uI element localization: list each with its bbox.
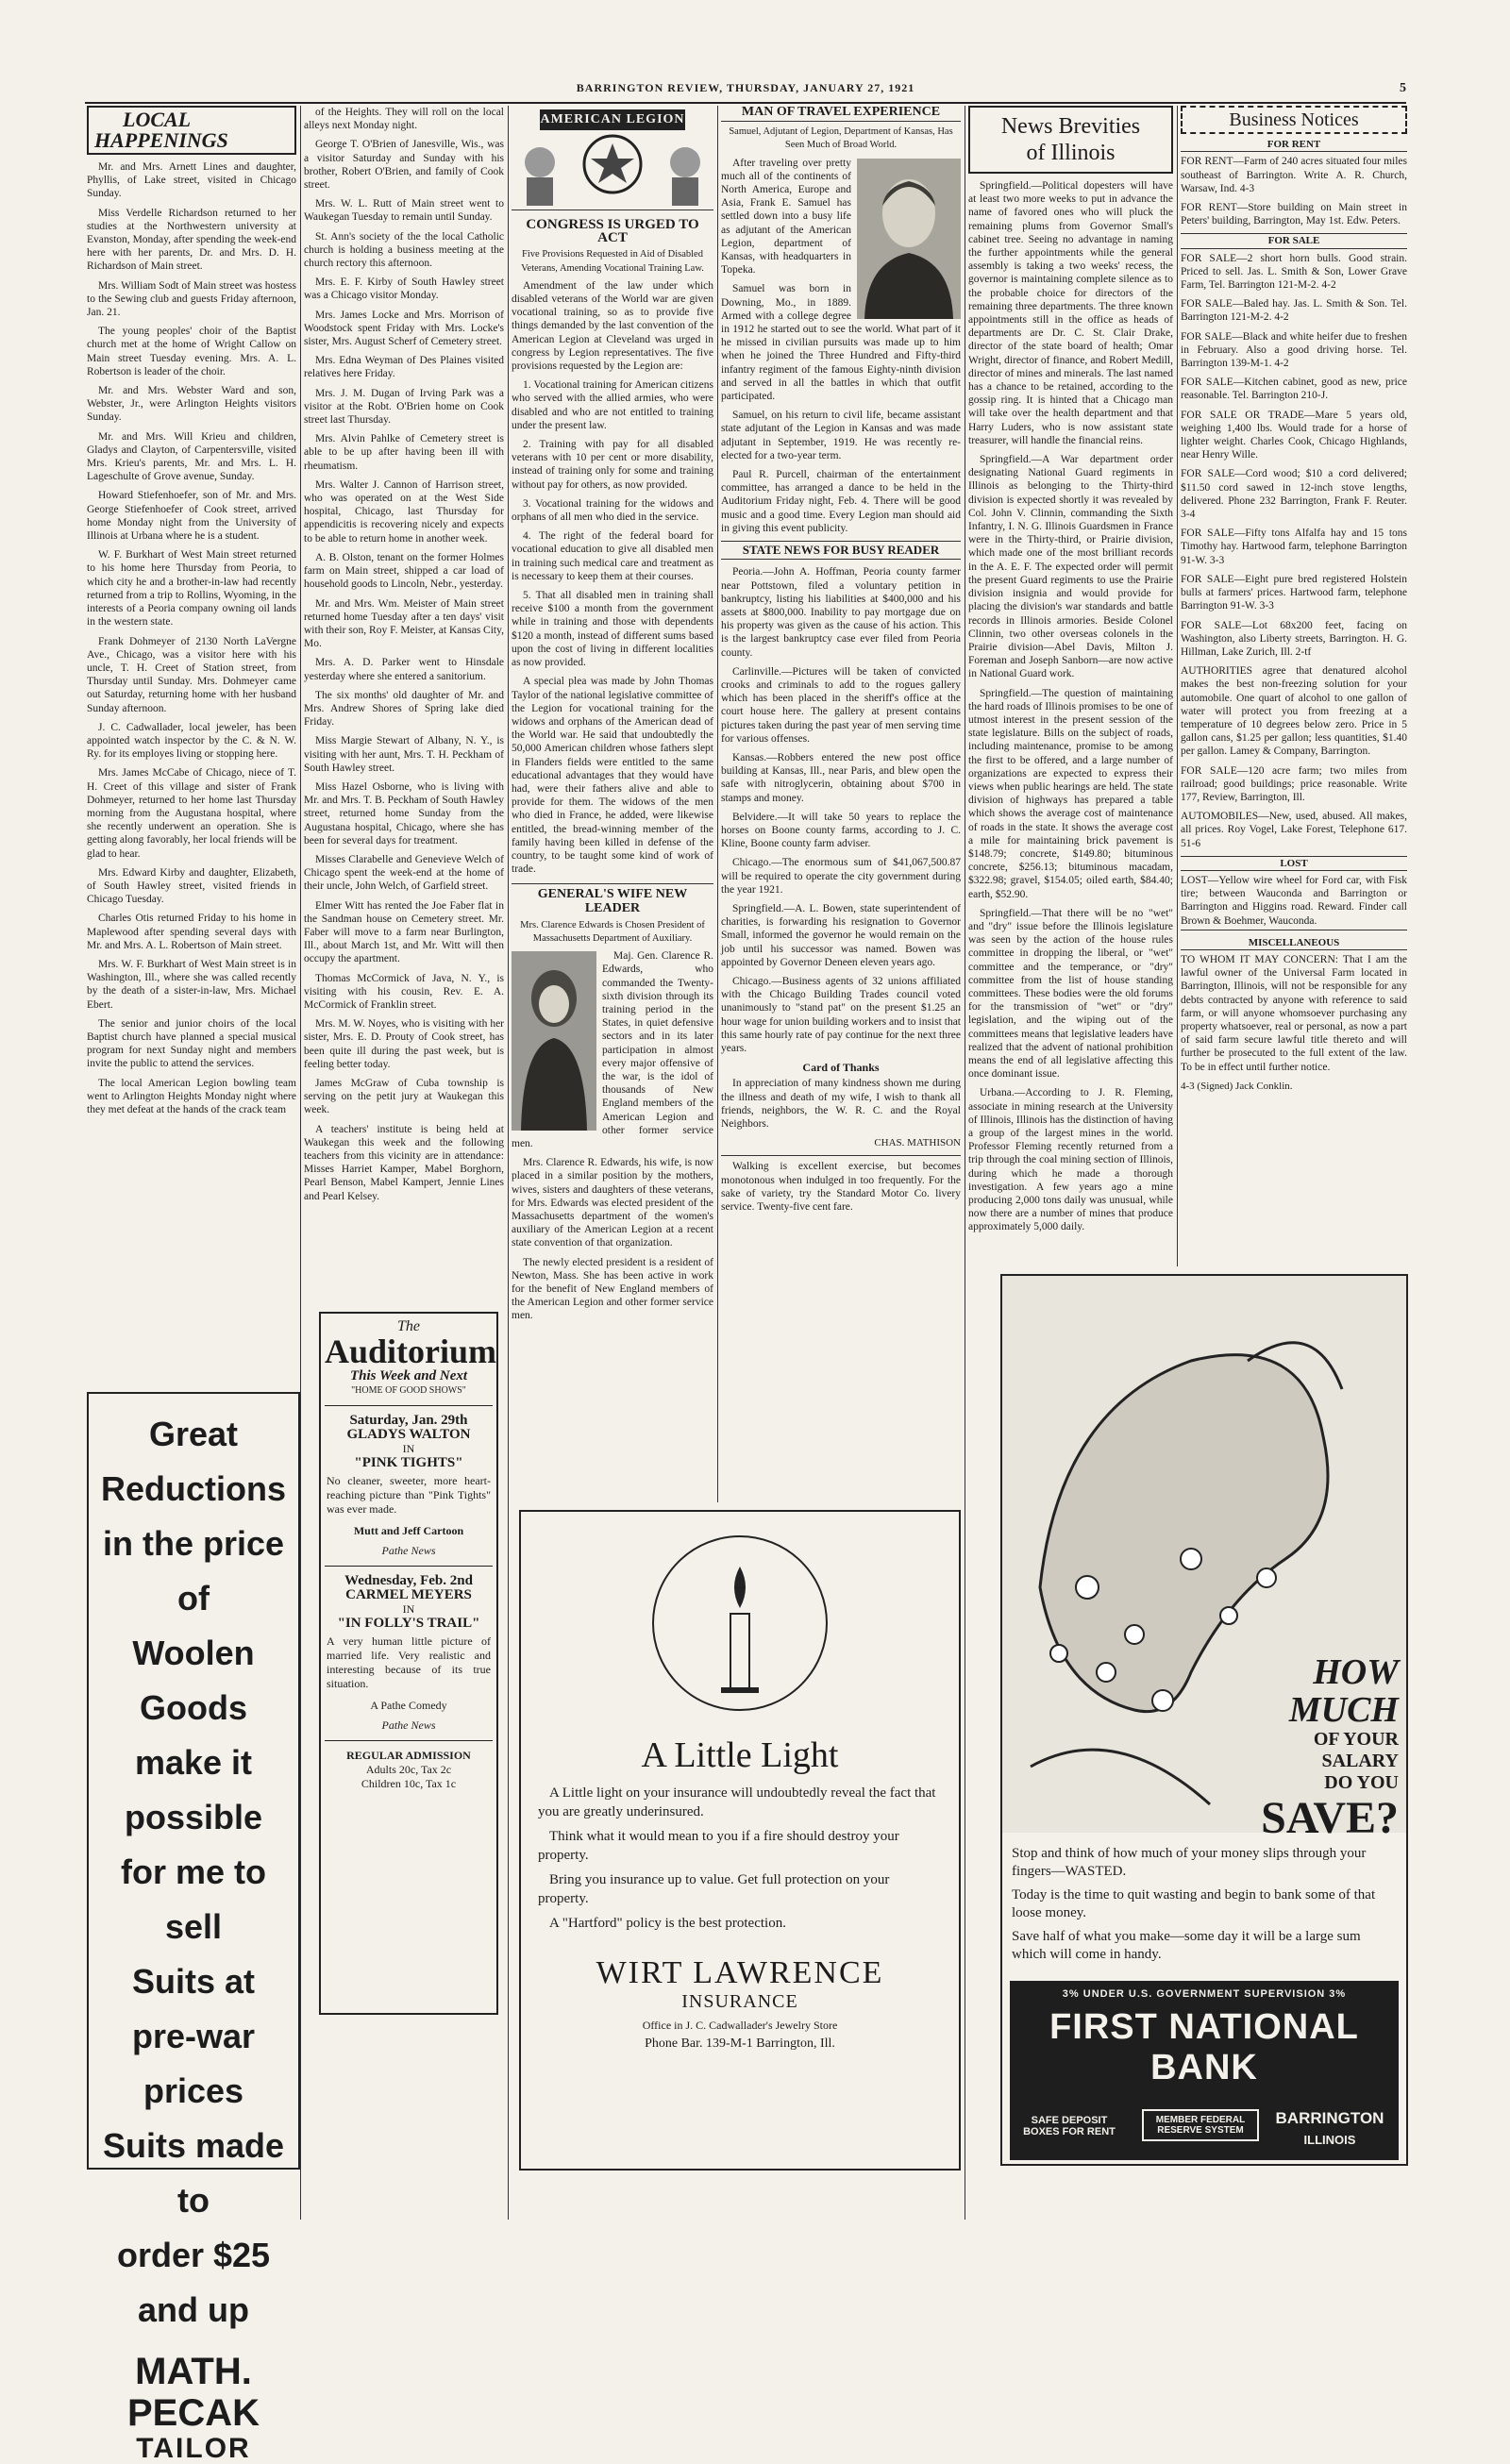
local-item: Mrs. William Sodt of Main street was hostess to the Sewing club and guests Friday afternoon, Jan. 21. <box>87 279 296 319</box>
insurance-p4: A "Hartford" policy is the best protection. <box>549 1916 786 1931</box>
travel-deck: Samuel, Adjutant of Legion, Department of Kansas, Has Seen Much of Broad World. <box>729 126 953 151</box>
travel-paragraph: Samuel, on his return to civil life, became assistant state adjutant of the Legion in Kansas and was made adjutant in September, 1919. He was recently re-elected for a two-year term. <box>721 410 961 461</box>
tailor-trade: TAILOR <box>136 2433 251 2464</box>
state-news-heading: STATE NEWS FOR BUSY READER <box>721 541 961 560</box>
card-of-thanks-signature: CHAS. MATHISON <box>874 1137 961 1149</box>
insurance-p3: Bring you insurance up to value. Get full protection on your property. <box>538 1872 890 1906</box>
lost-heading: LOST <box>1181 856 1407 871</box>
local-item: Mr. and Mrs. Webster Ward and son, Webster, Jr., were Arlington Heights visitors Sunday. <box>87 385 296 424</box>
legion-paragraph: 2. Training with pay for all disabled veterans with 10 per cent or more disability, instead of training only for some and training without pay for others, as now provided. <box>512 439 713 491</box>
classified-ad: FOR SALE OR TRADE—Mare 5 years old, weighing 1,400 lbs. Would trade for a horse of lighter weight. Charles Cook, Chicago Highlands, near Henry Wille. <box>1181 409 1407 461</box>
general-wife-paragraph: Maj. Gen. Clarence R. Edwards, who commanded the Twenty-sixth division through its training period in the States, in quiet defensive sectors and in its later participation in almost every major offensive of the war, is the idol of thousands of New England members of the American Legion and other former service men. <box>512 950 713 1149</box>
admission-children: Children 10c, Tax 1c <box>361 1777 457 1790</box>
show2-date: Wednesday, Feb. 2nd <box>344 1573 473 1588</box>
classified-ad: FOR SALE—Cord wood; $10 a cord delivered; $11.50 cord sawed in 12-inch stove lengths, delivered. Phone 232 Barrington, Frank F. Reuter. 3-4 <box>1181 468 1407 521</box>
local-item: Mrs. E. F. Kirby of South Hawley street was a Chicago visitor Monday. <box>304 277 504 302</box>
column-rule <box>717 106 718 1502</box>
local-item: Mr. and Mrs. Arnett Lines and daughter, Phyllis, of Lake street, visited in Chicago Sunday. <box>87 161 296 200</box>
show2-blurb: A very human little picture of married life. Very realistic and interesting because of its true situation. <box>327 1634 491 1690</box>
tailor-ad-line: make it possible <box>124 1743 263 1836</box>
brevity-item: Springfield.—The question of maintaining the hard roads of Illinois promises to be one of utmost interest in the present session of the state legislature. Bills on the subject of roads, including maintenance, promise to be among the first to be offered, and a large number of organizations are expected to express their views when public hearings are held. The state division of highways has prepared a table which shows the average cost of maintenance of roads in the state. It shows the average cost a mile for maintaining brick pavement is $148.79; concrete, $149.80; bituminous concrete, $256.13; bituminous macadam, $322.98; gravel, $154.05; oiled earth, $84.40; earth, $52.90. <box>968 687 1173 900</box>
bank-p3: Save half of what you make—some day it will be a large sum which will come in handy. <box>1012 1929 1361 1962</box>
bank-save: SAVE? <box>1261 1793 1399 1843</box>
brevities-paras <box>968 179 1173 1234</box>
column-rule <box>508 106 509 2220</box>
local-item: Miss Margie Stewart of Albany, N. Y., is visiting with her aunt, Mrs. T. H. Peckham of South Hawley street. <box>304 735 504 774</box>
show1-blurb: No cleaner, sweeter, more heart-reaching picture than "Pink Tights" was ever made. <box>327 1474 491 1516</box>
local-item: Thomas McCormick of Java, N. Y., is visiting with his cousin, Rev. E. A. McCormick of Franklin street. <box>304 972 504 1011</box>
insurance-agent-name: WIRT LAWRENCE <box>596 1955 884 1990</box>
bank-how-much: HOW MUCH <box>1288 1652 1399 1730</box>
tailor-ad-line: Great Reductions <box>100 1415 286 1508</box>
classified-ad: AUTOMOBILES—New, used, abused. All makes, all prices. Roy Vogel, Lake Forest, Telephone 617. 51-6 <box>1181 811 1407 849</box>
second-column <box>304 106 504 1295</box>
lost-ad: LOST—Yellow wire wheel for Ford car, with Fisk tire; between Wauconda and Barrington or Barrington and Higgins road. Reward. Finder call Brown & Boehmer, Wauconda. <box>1181 874 1407 930</box>
brevities-heading-line2: of Illinois <box>1026 141 1116 165</box>
auditorium-motto: "HOME OF GOOD SHOWS" <box>351 1385 466 1396</box>
brevity-item: Springfield.—A War department order designating National Guard regiments in Illinois as belonging to the Thirty-third division is expected shortly it was revealed by Col. John V. Clinnin, commanding the Sixth Infantry, I. N. G. Illinois Guardsmen in France were in the Thirty-third, or Prairie division, which made one of the most brilliant records in the A. E. F. The expected order will permit the present Guard regiments to use the Prairie division insignia and would provide for placing the division's war standards and battle records in Illinois armories. Beside Colonel Clinnin, two other overseas colonels in the Prairie division—Abel Davis, Milton J. Foreman and Joseph Sanborn—are now active in National Guard work. <box>968 454 1173 680</box>
business-column <box>1181 106 1407 1266</box>
legion-paragraph: 4. The right of the federal board for vocational education to give all disabled men in training such medical care and treatment as is necessary to keep them at their courses. <box>512 530 713 582</box>
insurance-line: INSURANCE <box>681 1991 798 2012</box>
legion-column <box>512 106 713 1322</box>
legion-headline: CONGRESS IS URGED TO ACT <box>526 217 699 246</box>
portrait-silhouette <box>512 951 596 1131</box>
state-news-item: Chicago.—Business agents of 32 unions affiliated with the Chicago Building Trades council voted unanimously to "stand pat" on the present $1.25 an hour wage for union building workers and to insist that this same hourly rate of pay continue for the next three years. <box>721 975 961 1054</box>
legion-paragraph: A special plea was made by John Thomas Taylor of the national legislative committee of the Legion for vocational training for the widows and orphans of the American dead of the World war. He said that undoubtedly the 50,000 American children whose fathers slept in Flanders fields were entitled to the same educational advantages that they would have had, were their fathers alive and able to provide for them. The widows of the men who died in France, he added, were likewise entitled, the bread-winning member of the family having been killed in defense of the country, to be taught some kind of work of trade. <box>512 676 713 876</box>
general-wife-headline: GENERAL'S WIFE NEW LEADER <box>512 883 713 914</box>
state-news-item: Peoria.—John A. Hoffman, Peoria county farmer near Pottstown, filed a voluntary petition in bankruptcy, listing his liabilities at $400,000 and his assets at $800,000. Inability to pay mortgage due on his property was given as the cause of his action. This is the largest bankruptcy case ever filed from Peoria county. <box>721 566 961 659</box>
local-item: Mrs. Walter J. Cannon of Harrison street, who was operated on at the West Side hospital, Chicago, last Thursday for appendicitis is recovering nicely and expects to be able to return home in another week. <box>304 478 504 545</box>
brevity-item: Springfield.—That there will be no "wet" and "dry" issue before the Illinois legislature was seen by the action of the house rules committee in dropping the liberal, or "wet" committee and the temperance, or "dry" committee from the list of house standing committees. These bodies were the old forums for the transmission of "wet" or "dry" legislation, and the wiping out of the committees means that legislative leaders have realized that the advent of national prohibition means the end of all legislative affecting this once dominant issue. <box>968 907 1173 1081</box>
general-wife-deck: Mrs. Clarence Edwards is Chosen President of Massachusetts Department of Auxiliary. <box>520 919 705 944</box>
local-item: Howard Stiefenhoefer, son of Mr. and Mrs. George Stiefenhoefer of Cook street, arrived home Monday night from the University of Illinois at Urbana where he is a student. <box>87 490 296 543</box>
bank-safe-deposit: SAFE DEPOSIT BOXES FOR RENT <box>1023 2115 1116 2137</box>
local-item: Frank Dohmeyer of 2130 North LaVergne Ave., Chicago, was a visitor here with his uncle, T. H. Creet of Station street, from Thursday until Sunday. Mrs. Dohmeyer came out Saturday, returning home with her husband Sunday afternoon. <box>87 635 296 714</box>
local-item: Miss Hazel Osborne, who is living with Mr. and Mrs. T. B. Peckham of South Hawley street, returned home Sunday from the Augustana hospital, Chicago, where she has been for several days for treatment. <box>304 780 504 846</box>
local-item: of the Heights. They will roll on the local alleys next Monday night. <box>304 107 504 132</box>
bank-do-you: DO YOU <box>1324 1772 1399 1793</box>
local-item: Mrs. W. L. Rutt of Main street went to Waukegan Tuesday to remain until Sunday. <box>304 198 504 224</box>
local-item: Mr. and Mrs. Wm. Meister of Main street returned home Tuesday after a ten days' visit with their son, Roy F. Meister, at Kansas City, Mo. <box>304 597 504 650</box>
bank-p2: Today is the time to quit wasting and begin to bank some of that loose money. <box>1012 1887 1376 1920</box>
classified-ad: FOR SALE—Fifty tons Alfalfa hay and 15 tons Timothy hay. Hartwood farm, telephone Barrington 91-W. 3-3 <box>1181 528 1407 566</box>
page-number: 5 <box>1400 81 1406 95</box>
local-item: Mrs. J. M. Dugan of Irving Park was a visitor at the Robt. O'Brien home on Cook street last Thursday. <box>304 387 504 427</box>
masthead-title: BARRINGTON REVIEW, THURSDAY, JANUARY 27, 1921 <box>576 81 915 94</box>
for-rent-heading: FOR RENT <box>1181 138 1407 152</box>
travel-paragraph: Samuel was born in Downing, Mo., in 1889. Armed with a college degree in 1912 he started out to see the world. What part of it he missed in civilian pursuits was made up to him when he joined the Three Hundred and Fifty-third infantry regiment of the famous Eighty-ninth division and served in all the battles in which that outfit participated. <box>721 283 961 403</box>
tailor-ad-line: order $25 and up <box>116 2236 271 2329</box>
travel-paragraph: After traveling over pretty much all of the continents of North America, Europe and Asia, Frank E. Samuel has settled down into a busy life as adjutant of the American Legion, department of Kansas, with headquarters in Topeka. <box>721 157 851 277</box>
column-rule <box>1177 106 1178 1266</box>
local-item: Mrs. Edna Weyman of Des Plaines visited relatives here Friday. <box>304 355 504 380</box>
tailor-ad-line: Suits at <box>131 1962 256 2001</box>
show2-in: IN <box>402 1602 415 1616</box>
card-of-thanks-heading: Card of Thanks <box>802 1061 880 1075</box>
bank-ribbon: 3% UNDER U.S. GOVERNMENT SUPERVISION 3% <box>1062 1988 1347 2000</box>
classified-ad: FOR SALE—Kitchen cabinet, good as new, price reasonable. Tel. Barrington 210-J. <box>1181 377 1407 402</box>
bank-federal-reserve: MEMBER FEDERAL RESERVE SYSTEM <box>1142 2109 1259 2141</box>
legion-banner <box>512 106 713 210</box>
brevity-item: Urbana.—According to J. R. Fleming, associate in mining research at the University of Illinois, Illinois has the distinction of having a group of the largest mines in the world. Professor Fleming recently returned from a trip through the coal mining section of Illinois, during which he made a thorough investigation. A few years ago a mine producing 2,000 tons daily was unusual, while now there are a number of mines that produce approximately 5,000 daily. <box>968 1087 1173 1233</box>
local-item: J. C. Cadwallader, local jeweler, has been appointed watch inspector by the C. & N. W. Ry. for its employes living or stopping here. <box>87 721 296 761</box>
bank-p1: Stop and think of how much of your money slips through your fingers—WASTED. <box>1012 1846 1367 1879</box>
tailor-ad-line: Suits made to <box>102 2126 285 2220</box>
local-item: James McGraw of Cuba township is serving on the petit jury at Waukegan this week. <box>304 1078 504 1116</box>
local-item: The senior and junior choirs of the local Baptist church have planned a special musical program for next Sunday night and members invite the public to attend the services. <box>87 1017 296 1070</box>
tailor-ad-line: Woolen Goods <box>132 1634 255 1727</box>
classified-ad: FOR RENT—Farm of 240 acres situated four miles southeast of Barrington. Write A. R. Church, Warsaw, Ind. 4-3 <box>1181 156 1407 194</box>
local-item: Miss Verdelle Richardson returned to her studies at the Northwestern university at Evanston, Monday, after spending the week-end here with her parents, Dr. and Mrs. D. H. Richardson of Main street. <box>87 207 296 273</box>
tailor-ad-line: for me to sell <box>120 1852 266 1946</box>
travel-headline: MAN OF TRAVEL EXPERIENCE <box>721 106 961 122</box>
local-item: George T. O'Brien of Janesville, Wis., was a visitor Saturday and Sunday with his brother, Robert O'Brien, and family of Cook street. <box>304 139 504 192</box>
tailor-name: MATH. PECAK <box>126 2351 260 2434</box>
heading-line-1: LOCAL <box>123 108 192 131</box>
admission-adults: Adults 20c, Tax 2c <box>365 1763 452 1776</box>
local-item: Misses Clarabelle and Genevieve Welch of Chicago spent the week-end at the home of their uncle, John Welch, of Garfield street. <box>304 853 504 893</box>
local-item: Mrs. A. D. Parker went to Hinsdale yesterday where she entered a sanitorium. <box>304 657 504 682</box>
bank-state: ILLINOIS <box>1303 2133 1356 2147</box>
masthead <box>85 81 1406 104</box>
travel-paragraph: Paul R. Purcell, chairman of the entertainment committee, has arranged a dance to be held in the Auditorium Friday night, Feb. 4. There will be good music and a good time. Every Legion man should aid in giving this event publicity. <box>721 469 961 534</box>
auditorium-name: Auditorium <box>325 1333 497 1370</box>
local-item: Mrs. Edward Kirby and daughter, Elizabeth, of South Hawley street, visited friends in Chicago Tuesday. <box>87 866 296 906</box>
local-item: Mrs. M. W. Noyes, who is visiting with her sister, Mrs. E. D. Prouty of Cook street, has been quite ill during the past week, but is feeling better today. <box>304 1018 504 1070</box>
candle-icon <box>646 1529 834 1718</box>
local-item: Mrs. James McCabe of Chicago, niece of T. H. Creet of this village and sister of Frank Dohmeyer, returned to her home last Thursday morning from the Augustana hospital, where she recently underwent an operation. She is getting along favorably, her local friends will be glad to hear. <box>87 767 296 860</box>
general-wife-paragraph: The newly elected president is a resident of Newton, Mass. She has been active in work for the benefit of New England members of the American Legion and other former service men. <box>512 1256 713 1322</box>
local-item: St. Ann's society of the the local Catholic church is holding a business meeting at the church rectory this afternoon. <box>304 230 504 270</box>
misc-signature: 4-3 (Signed) Jack Conklin. <box>1181 1080 1293 1092</box>
walking-notice: Walking is excellent exercise, but becomes monotonous when indulged in too frequently. For the sake of variety, try the Standard Motor Co. livery service. Twenty-five cent fare. <box>721 1155 961 1214</box>
samuel-portrait <box>857 159 961 319</box>
state-news-item: Belvidere.—It will take 50 years to replace the horses on Boone county farms, according to J. C. Kline, Boone county farm adviser. <box>721 811 961 850</box>
admission-heading: REGULAR ADMISSION <box>346 1749 471 1762</box>
local-item: Mrs. James Locke and Mrs. Morrison of Woodstock spent Friday with Mrs. Locke's sister, Mrs. August Scherf of Cemetery street. <box>304 309 504 348</box>
state-news-item: Springfield.—A. L. Bowen, state superintendent of charities, is forwarding his resignation to Governor Small, informed the governor he would remain on the job until his successor was named. Bowen was appointed by Governor Deneen eleven years ago. <box>721 902 961 968</box>
local-item: A. B. Olston, tenant on the former Holmes farm on Main street, shipped a car load of household goods to Lincoln, Nebr., yesterday. <box>304 551 504 591</box>
bank-of-your-salary: OF YOUR SALARY <box>1313 1729 1399 1771</box>
show1-date: Saturday, Jan. 29th <box>349 1413 468 1428</box>
local-item: The six months' old daughter of Mr. and Mrs. Andrew Shores of Spring lake died Friday. <box>304 689 504 729</box>
insurance-title: A Little Light <box>641 1735 839 1775</box>
bank-name: FIRST NATIONAL BANK <box>1049 2007 1359 2087</box>
legion-paragraph: 1. Vocational training for American citizens who served with the allied armies, who were disabled and who are not entitled to training under the present law. <box>512 379 713 431</box>
show1-extra2: Pathe News <box>381 1544 436 1557</box>
heading-line-2: HAPPENINGS <box>94 128 228 152</box>
classified-ad: AUTHORITIES agree that denatured alcohol makes the best non-freezing solution for your automobile. One quart of alcohol to one gallon of water will protect you from freezing at a temperature of 10 degrees below zero. Price in 5 gallon cans, $1.25 per gallon; less quantities, $1.40 per gallon. Lamey & Company, Barrington. <box>1181 665 1407 758</box>
tailor-ad-line: in the price of <box>102 1524 285 1618</box>
tailor-ad <box>87 1392 300 2464</box>
local-item: Mr. and Mrs. Will Krieu and children, Gladys and Clayton, of Carpentersville, visited Mrs. Krieu's parents, Mr. and Mrs. L. H. Lageschulte of Grove avenue, Sunday. <box>87 430 296 483</box>
card-of-thanks: In appreciation of many kindness shown me during the illness and death of my wife, I wish to thank all friends, neighbors, the W. R. C. and the Royal Neighbors. <box>721 1078 961 1131</box>
show2-title: "IN FOLLY'S TRAIL" <box>337 1616 480 1631</box>
insurance-ad <box>519 1510 961 2171</box>
auditorium-the: The <box>397 1318 420 1334</box>
legion-paras <box>512 279 713 877</box>
rent-ads <box>1181 155 1407 227</box>
insurance-office: Office in J. C. Cadwallader's Jewelry Store <box>642 2019 838 2032</box>
brevity-item: Springfield.—Political dopesters will have at least two more weeks to put in advance the name of favored ones who will pluck the remaining plums from Governor Small's cabinet tree. Seeing no advantage in naming the further appointments while the general assembly is taking a two weeks' recess, the governor is maintaining complete silence as to the probable choice for directors of the remaining three departments. The three known appointments still in the office as heads of departments are Dr. C. St. Clair Drake, director of the state board of health; Omar Wright, director of finance, and Robert Medill, director of mines and minerals. The last named has a chance to be retained, according to the gossip ring. It is hinted that a Chicago man will take over the health department and that Harry Luders, who is now assistant state treasurer, will handle the financial reins. <box>968 180 1173 446</box>
tailor-ad-lines <box>89 1394 298 2338</box>
local-item: W. F. Burkhart of West Main street returned to his home here Thursday from Peoria, to which city he and a brother-in-law had recently returned from a trip to Rollins, Wyoming, in the interests of a Peoria company owning oil lands in the western state. <box>87 549 296 629</box>
business-heading: Business Notices <box>1181 106 1407 134</box>
portrait-silhouette <box>857 159 961 319</box>
general-wife-paragraph: Mrs. Clarence R. Edwards, his wife, is now placed in a similar position by the mothers, wives, sisters and daughters of these veterans, for Mrs. Edwards was elected president of the Massachusetts department of the women's auxiliary of the American Legion at a recent state convention of that organization. <box>512 1157 713 1249</box>
brevities-heading <box>968 106 1173 174</box>
bank-town: BARRINGTON <box>1275 2109 1384 2127</box>
legion-paragraph: 5. That all disabled men in training shall receive $100 a month from the government while in training and those with dependents $120 a month, instead of different sums based upon the cost of living in different localities as now provided. <box>512 590 713 669</box>
local-items <box>87 160 296 1116</box>
column-rule <box>300 106 301 2220</box>
show2-extra2: Pathe News <box>381 1718 436 1732</box>
classified-ad: FOR SALE—Baled hay. Jas. L. Smith & Son. Tel. Barrington 121-M-2. 4-2 <box>1181 298 1407 324</box>
brevities-heading-line1: News Brevities <box>1000 114 1141 139</box>
show1-extra1: Mutt and Jeff Cartoon <box>353 1524 464 1537</box>
legion-deck: Five Provisions Requested in Aid of Disabled Veterans, Amending Vocational Training Law. <box>521 249 704 274</box>
insurance-p2: Think what it would mean to you if a fire should destroy your property. <box>538 1829 899 1863</box>
misc-notice: TO WHOM IT MAY CONCERN: That I am the lawful owner of the Universal Farm located in Barrington, Illinois, will not be responsible for any debts contracted by anyone with reference to said farm, or will anyone whomsoever purchasing any property whatsoever, real or personal, as now a part of said farm secure lawful title thereto and will further be prosecuted to the full extent of the law. To be in effect until further notice. <box>1181 953 1407 1073</box>
sale-ads <box>1181 252 1407 850</box>
show2-star: CARMEL MEYERS <box>345 1587 472 1602</box>
legion-paragraph: 3. Vocational training for the widows and orphans of all men who died in the service. <box>512 497 713 524</box>
misc-heading: MISCELLANEOUS <box>1181 936 1407 950</box>
local-item: The local American Legion bowling team went to Arlington Heights Monday night where they met defeat at the hands of the crack team <box>87 1077 296 1115</box>
for-sale-heading: FOR SALE <box>1181 233 1407 248</box>
legion-paragraph: Amendment of the law under which disabled veterans of the World war are given vocational training, so as to provide five things demanded by the last convention of the American Legion at Cleveland was urged in congress by Legion representatives. The five provisions requested by the Legion are: <box>512 279 713 373</box>
local-item: The young peoples' choir of the Baptist church met at the home of Wright Callow on Main street Tuesday evening. Mrs. A. L. Robertson is leader of the choir. <box>87 326 296 377</box>
legion-banner-title: AMERICAN LEGION <box>540 112 685 126</box>
local-item: Mrs. W. F. Burkhart of West Main street is in Washington, Ill., where she was called recently by the death of a sister-in-law, Mrs. Michael Ebert. <box>87 958 296 1011</box>
local-item: Elmer Witt has rented the Joe Faber flat in the Sandman house on Cemetery street. Mr. Faber will move to a farm near Burlington, Ill., about March 1st, and Mr. Witt will then occupy the apartment. <box>304 899 504 965</box>
local-item: Mrs. Alvin Pahlke of Cemetery street is able to be up after having been ill with rheumatism. <box>304 433 504 472</box>
state-news-paras <box>721 565 961 1055</box>
col2-items <box>304 106 504 1203</box>
classified-ad: FOR RENT—Store building on Main street in Peters' building, Barrington, May 1st. Edw. Peters. <box>1181 202 1407 227</box>
show1-star: GLADYS WALTON <box>346 1427 471 1442</box>
show1-in: IN <box>402 1442 415 1455</box>
travel-column <box>721 106 961 1502</box>
auditorium-sub: This Week and Next <box>349 1368 468 1383</box>
insurance-p1: A Little light on your insurance will undoubtedly reveal the fact that you are greatly underinsured. <box>538 1785 936 1819</box>
show2-extra1: A Pathe Comedy <box>370 1699 447 1712</box>
classified-ad: FOR SALE—Lot 68x200 feet, facing on Washington, also Liberty streets, Barrington. H. G. Hillman, Lake Zurich, Ill. 2-tf <box>1181 619 1407 658</box>
state-news-item: Carlinville.—Pictures will be taken of convicted crooks and criminals to add to the rogues gallery which has been placed in the sheriff's office at the court house here. The gallery at present contains pictures taken during the past year of men serving time for various offenses. <box>721 665 961 745</box>
state-news-item: Chicago.—The enormous sum of $41,067,500.87 will be required to operate the city government during the year 1921. <box>721 857 961 896</box>
classified-ad: FOR SALE—Eight pure bred registered Holstein bulls at farmers' prices. Hartwood farm, telephone Barrington 91-W. 3-3 <box>1181 573 1407 612</box>
classified-ad: FOR SALE—2 short horn bulls. Good strain. Priced to sell. Jas. L. Smith & Son, Lower Grave Farm, Tel. Barrington 121-M-2. 4-2 <box>1181 252 1407 292</box>
local-happenings-heading <box>87 106 296 155</box>
mrs-edwards-portrait <box>512 951 596 1131</box>
classified-ad: FOR SALE—120 acre farm; two miles from railroad; good buildings; price reasonable. Write 177, Review, Barrington, Ill. <box>1181 764 1407 803</box>
state-news-item: Kansas.—Robbers entered the new post office building at Kansas, Ill., near Paris, and blew open the safe with nitroglycerin, obtaining about $700 in stamps and money. <box>721 751 961 804</box>
bank-name-block <box>1010 1981 1399 2160</box>
auditorium-ad <box>319 1312 498 2015</box>
show1-title: "PINK TIGHTS" <box>354 1455 463 1470</box>
bank-ad <box>1000 1274 1408 2166</box>
local-item: Charles Otis returned Friday to his home in Maplewood after spending several days with Mr. and Mrs. A. L. Robertson of Main street. <box>87 913 296 951</box>
local-item: A teachers' institute is being held at Waukegan this week and the following teachers from this vicinity are in attendance: Misses Harriet Kamper, Mabel Borghorn, Pearl Benson, Mabel Kampert, Jennie Lines and Pearl Kelsey. <box>304 1123 504 1202</box>
tailor-ad-line: pre-war prices <box>131 2017 256 2110</box>
brevities-column <box>968 106 1173 1266</box>
classified-ad: FOR SALE—Black and white heifer due to freshen in February. Also a good driving horse. Tel. Barrington 139-M-1. 4-2 <box>1181 330 1407 370</box>
insurance-phone: Phone Bar. 139-M-1 Barrington, Ill. <box>645 2037 835 2051</box>
